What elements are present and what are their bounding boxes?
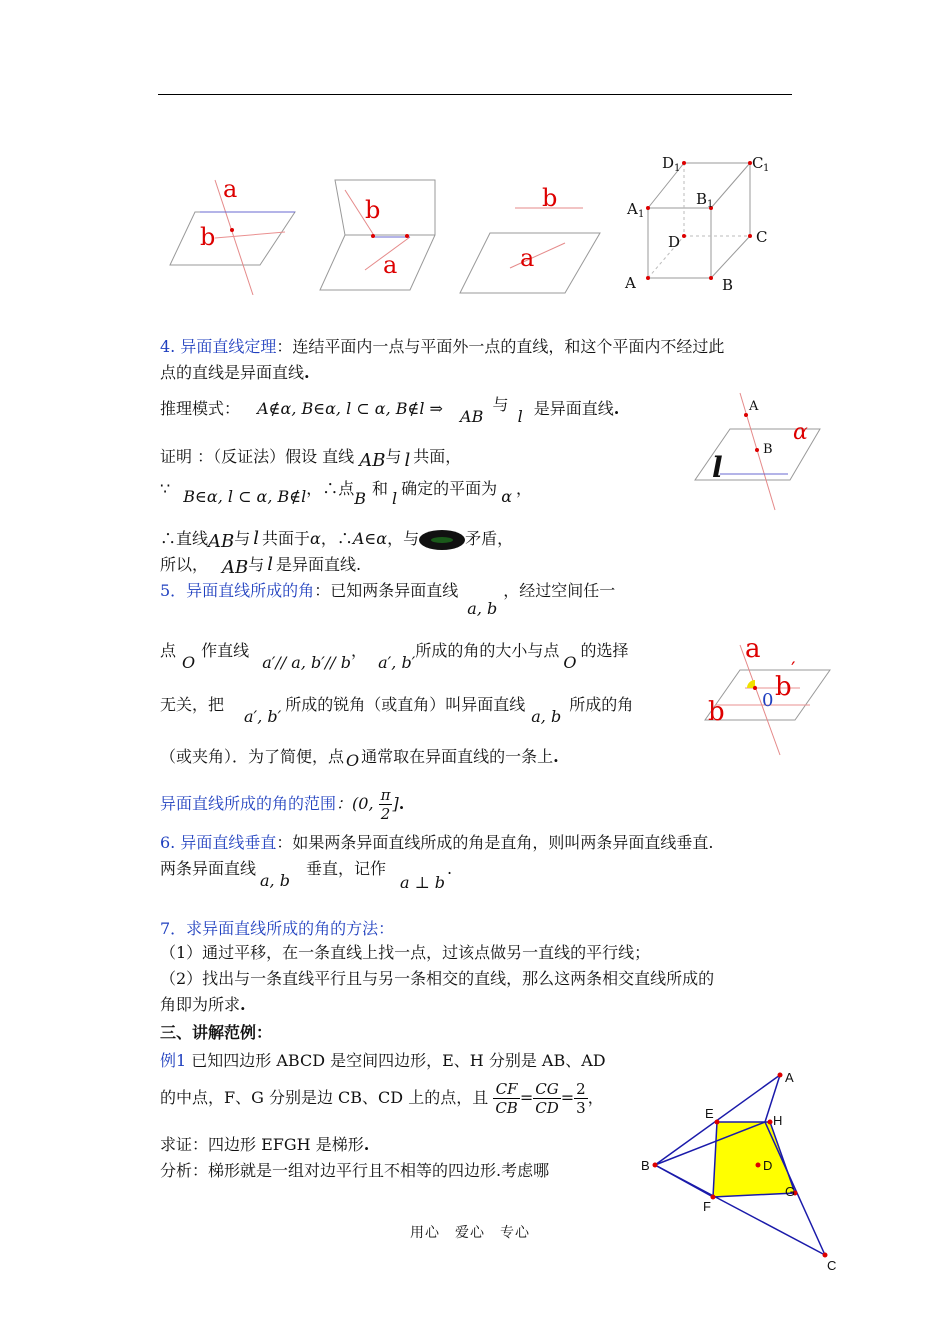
fig6-H: H [773, 1113, 783, 1128]
s8-heading: 三、讲解范例： [160, 1023, 273, 1042]
s4-mode: 推理模式： A∉α, B∈α, l ⊂ α, B∉l ⇒ AB 与 l 是异面直线. [160, 395, 620, 426]
cube-C: C [756, 228, 768, 246]
cube-D1: D [662, 154, 675, 172]
s8-prove: 求证：四边形 EFGH 是梯形. [160, 1135, 370, 1154]
header-rule [158, 94, 792, 95]
fig2-label-a: a [383, 251, 398, 279]
s8-ex-line1: 例1 已知四边形 ABCD 是空间四边形，E、H 分别是 AB、AD [160, 1051, 606, 1070]
cube-B: B [722, 276, 734, 294]
cube-B1: B [696, 190, 708, 208]
fig6-B: B [641, 1158, 650, 1173]
cube-A: A [625, 274, 636, 292]
figure-angle [700, 630, 840, 760]
figure-skew-lines-2 [315, 175, 445, 300]
s4-proof3: ∴直线AB与 l 共面于α，∴A∈α，与 矛盾， [160, 528, 514, 552]
fig6-C: C [827, 1258, 837, 1273]
s7-title: 7．求异面直线所成的角的方法： [160, 919, 395, 938]
fig5-b: b [708, 697, 725, 727]
s5-line3: 无关，把a′, b′所成的锐角（或直角）叫异面直线a, b所成的角 [160, 695, 634, 726]
s7-item1: （1）通过平移，在一条直线上找一点，过该点做另一直线的平行线； [160, 943, 651, 962]
figure-trapezoid [635, 1065, 845, 1277]
fig6-A: A [785, 1070, 794, 1085]
s8-analysis: 分析：梯形就是一组对边平行且不相等的四边形.考虑哪 [160, 1161, 550, 1180]
s4-line2: 点的直线是异面直线. [160, 363, 310, 382]
cube-D: D [668, 233, 681, 251]
fig4-A: A [749, 399, 759, 414]
fig2-label-b: b [365, 196, 381, 224]
svg-text:1: 1 [638, 209, 645, 220]
s4-line1: 4. 异面直线定理：连结平面内一点与平面外一点的直线，和这个平面内不经过此 [160, 337, 725, 356]
s5-line2: 点O作直线 a′// a, b′// b， a′, b′所成的角的大小与点O的选择 [160, 641, 629, 672]
cube-A1: A [627, 200, 638, 218]
fig5-zero: 0 [762, 690, 774, 711]
s5-line4: （或夹角）．为了简便，点 O 通常取在异面直线的一条上. [160, 747, 559, 770]
fig6-D: D [763, 1158, 773, 1173]
fig4-B: B [763, 442, 773, 457]
svg-text:1: 1 [674, 163, 681, 174]
svg-text:1: 1 [763, 163, 770, 174]
svg-text:1: 1 [707, 199, 714, 210]
footer: 用心 爱心 专心 [410, 1225, 530, 1241]
fig1-label-a: a [223, 175, 238, 203]
s5-line1: 5．异面直线所成的角：已知两条异面直线 a, b，经过空间任一 [160, 581, 616, 618]
fig1-label-b: b [200, 223, 216, 251]
contradiction-icon [419, 530, 465, 550]
s4-proof1: 证明 ：（反证法）假设 直线 AB与 l 共面， [160, 447, 462, 471]
s6-line1: 6. 异面直线垂直：如果两条异面直线所成的角是直角，则叫两条异面直线垂直. [160, 833, 714, 852]
fig6-F: F [703, 1199, 711, 1214]
figure-cube [620, 148, 780, 298]
figure-skew-lines-1 [165, 170, 300, 295]
fig5-bprime: b [775, 672, 792, 702]
s6-line2: 两条异面直线a, b垂直，记作a ⊥ b. [160, 859, 453, 892]
figure-theorem [690, 385, 830, 515]
fig6-E: E [705, 1106, 714, 1121]
s8-ex-line2: 的中点，F、G 分别是边 CB、CD 上的点，且 $\frac{CF}{CB}$ = $\frac{CG}{CD}$ = $\frac{2}{3}$ ， [160, 1080, 604, 1117]
cube-C1: C [752, 154, 764, 172]
fig3-label-b: b [542, 184, 558, 212]
s7-item2: （2）找出与一条直线平行且与另一条相交的直线，那么这两条相交直线所成的 [160, 969, 715, 988]
figure-parallel-line-plane [455, 178, 605, 298]
s7-item2b: 角即为所求. [160, 995, 246, 1014]
fig4-l: l [712, 451, 723, 484]
svg-text:′: ′ [791, 657, 796, 681]
s4-proof2: ∵ B∈α, l ⊂ α, B∉l，∴点B和l确定的平面为 α ， [160, 479, 533, 508]
fig6-G: G [785, 1184, 796, 1199]
fig5-a: a [745, 634, 761, 664]
s4-proof4: 所以， AB与 l 是异面直线. [160, 554, 362, 578]
s5-range: 异面直线所成的角的范围：(0, $\frac{\pi}{2}$ ]. [160, 786, 405, 823]
fig3-label-a: a [520, 244, 535, 272]
fig4-alpha: α [793, 420, 808, 445]
